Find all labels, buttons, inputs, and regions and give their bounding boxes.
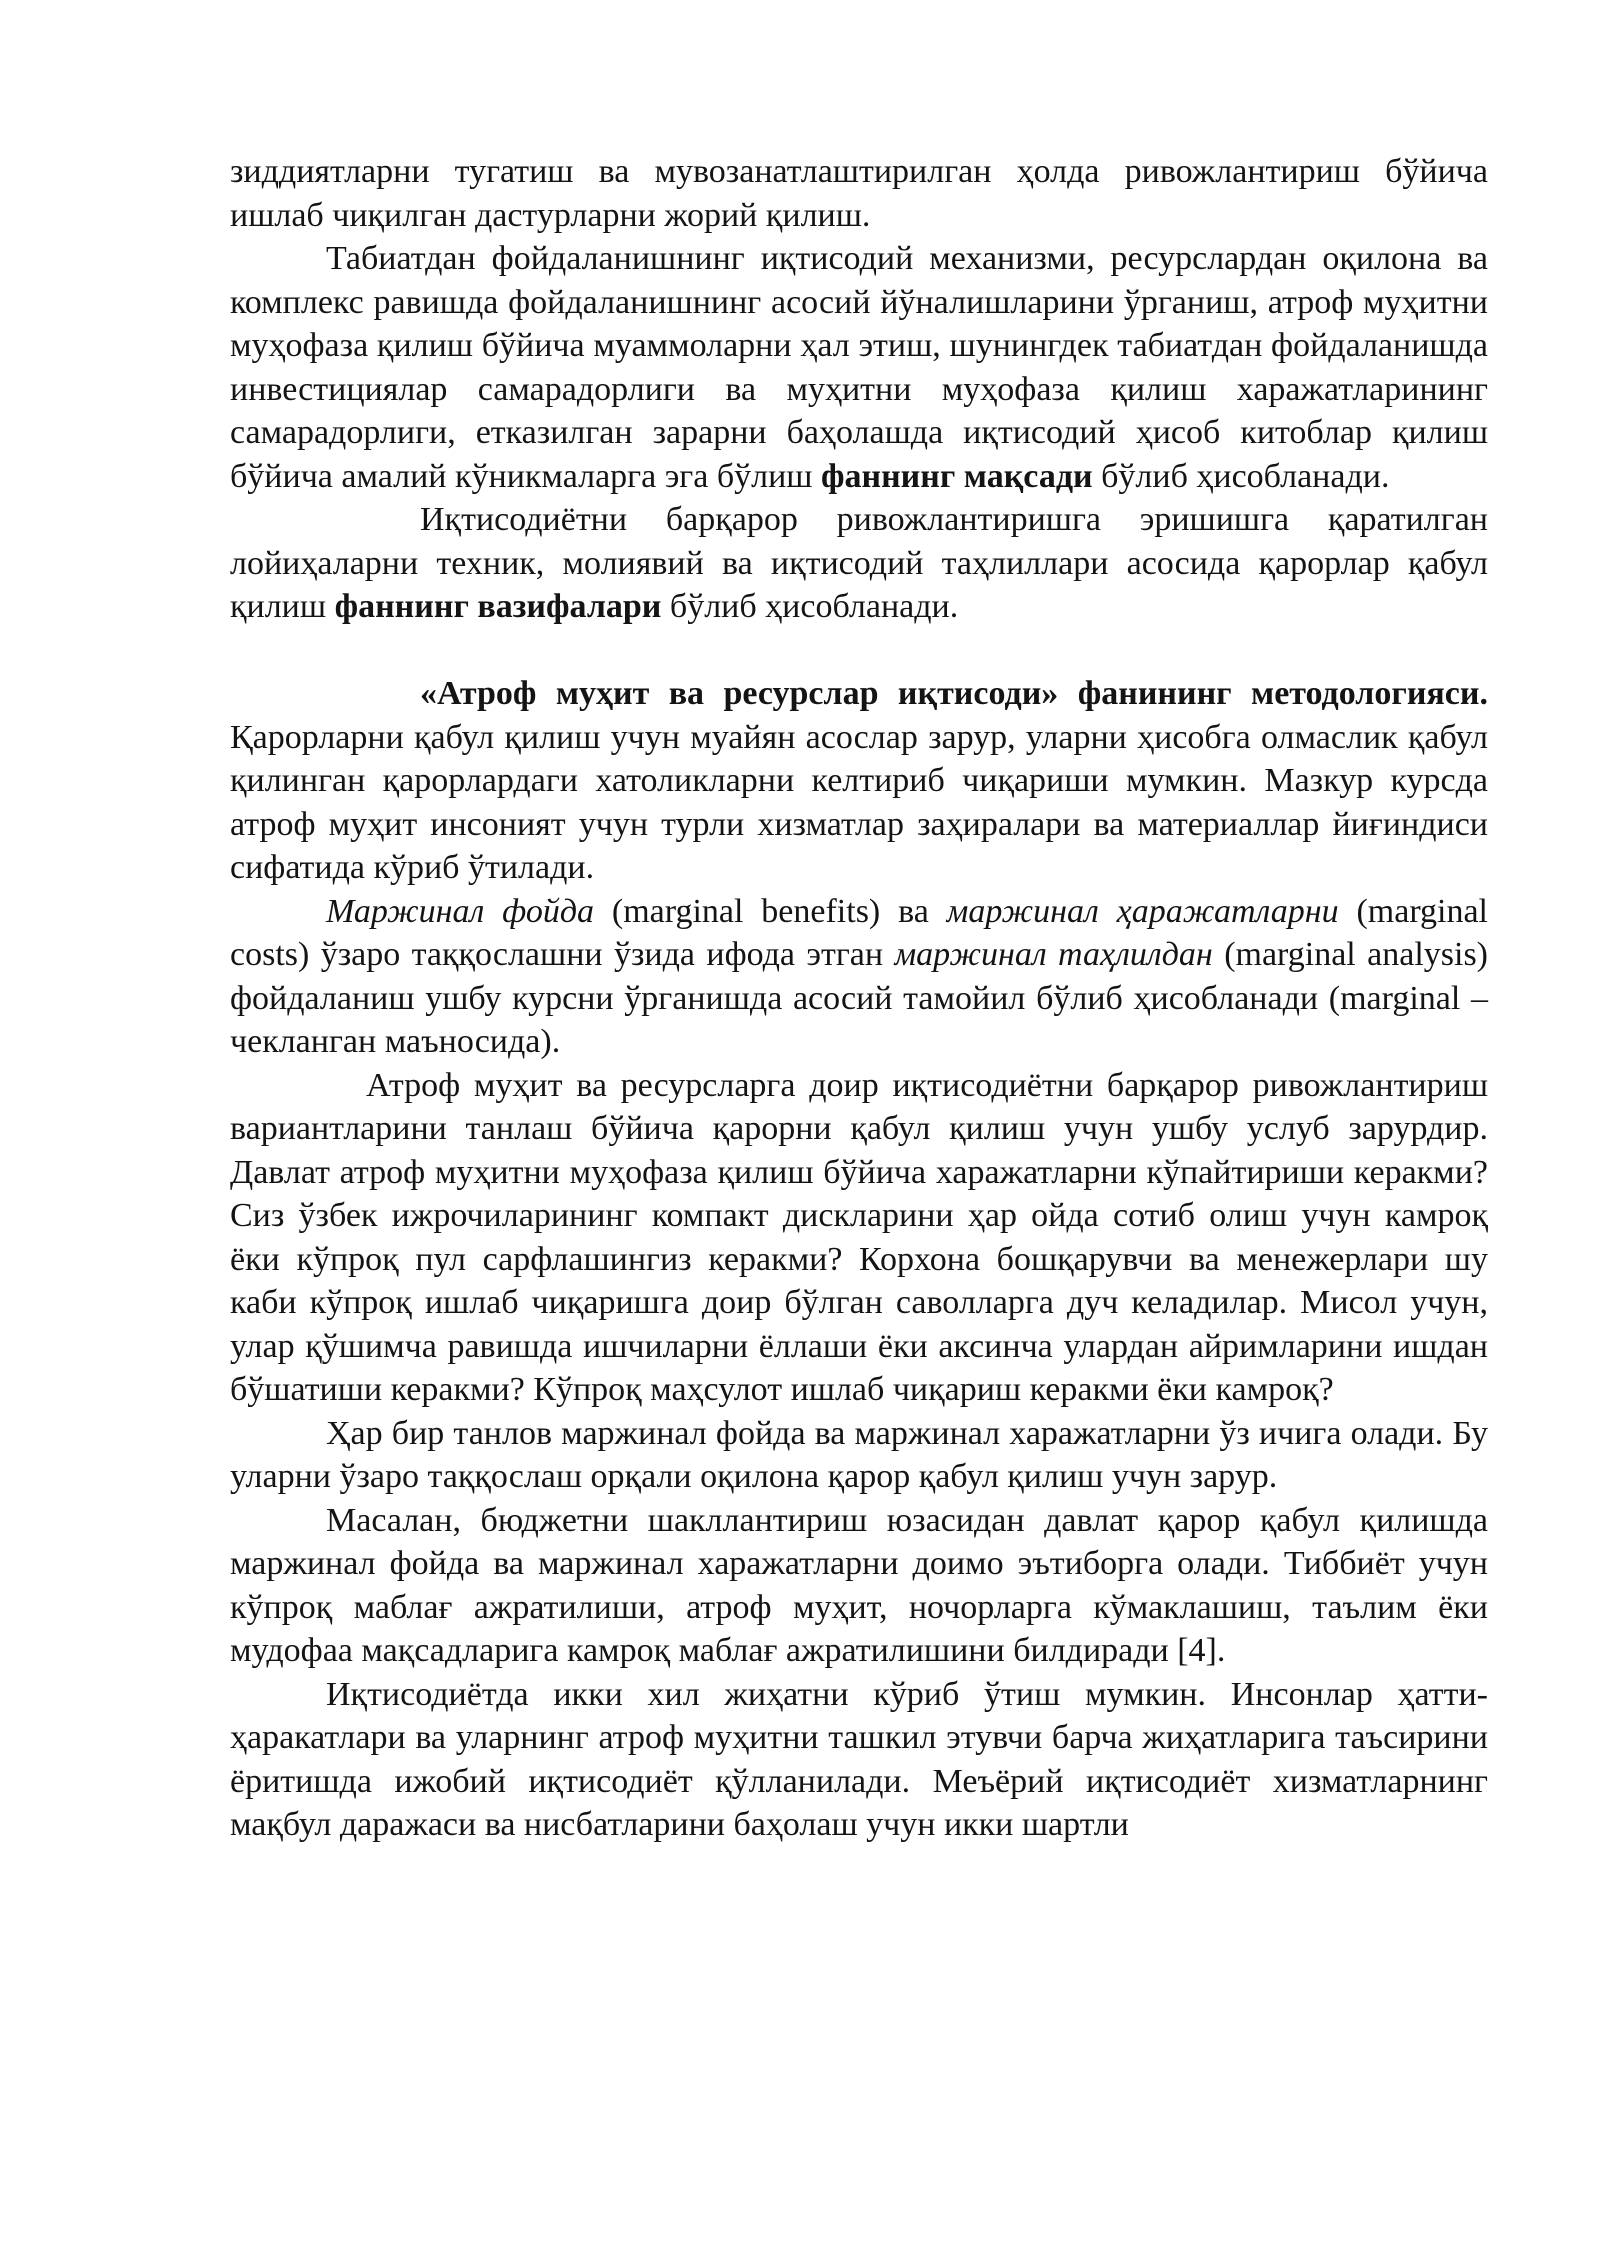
bold-term-tasks: фаннинг вазифалари [334, 588, 662, 625]
paragraph-text: Атроф муҳит ва ресурсларга доир иқтисодиётни барқарор ривожлантириш вариантларини танлаш бўйича қарорни қабул қилиш учун ушбу услуб зарурдир. Давлат атроф муҳитни муҳофаза қилиш бўйича харажатларни кўпайтириши керакми? Сиз ўзбек ижрочиларининг компакт дискларини ҳар ойда сотиб олиш учун камроқ ёки кўпроқ пул сарфлашингиз керакми? Корхона бошқарувчи ва менежерлари шу каби кўпроқ ишлаб чиқаришга доир бўлган саволларга дуч келадилар. Мисол учун, улар қўшимча равишда ишчиларни ёллаши ёки аксинча улардан айримларини ишдан бўшатиши керакми? Кўпроқ маҳсулот ишлаб чиқариш керакми ёки камроқ? [230, 1066, 1488, 1408]
italic-term-marginal-costs: маржинал ҳаражатларни [946, 892, 1339, 930]
paragraph-marginal [230, 890, 1488, 1064]
paragraph-text: (marginal costs) ўзаро таққослашни ўзида ифода этган [230, 892, 1489, 973]
paragraph-choice [230, 1412, 1488, 1499]
paragraph-text: зиддиятларни тугатиш ва мувозанатлаштирилган ҳолда ривожлантириш бўйича ишлаб чиқилган дастурларни жорий қилиш. [230, 153, 1488, 234]
italic-term-marginal-analysis: маржинал таҳлилдан [894, 936, 1213, 973]
paragraph-economics-aspects [230, 1673, 1488, 1847]
italic-term-marginal-benefit: Маржинал фойда [326, 892, 595, 930]
bold-term-goal: фаннинг мақсади [820, 457, 1093, 495]
paragraph-budget-example [230, 1499, 1488, 1673]
paragraph-text: (marginal benefits) ва [594, 892, 947, 930]
paragraph-text: (marginal analysis) фойдаланиш ушбу курсни ўрганишда асосий тамойил бўлиб ҳисобланади (marginal – чекланган маъносида). [230, 936, 1488, 1060]
paragraph-continuation [230, 150, 1488, 237]
paragraph-text: бўлиб ҳисобланади. [1092, 457, 1390, 495]
paragraph-text: Масалан, бюджетни шакллантириш юзасидан давлат қарор қабул қилишда маржинал фойда ва маржинал харажатларни доимо эътиборга олади. Тиббиёт учун кўпроқ маблағ ажратилиши, атроф муҳит, ночорларга кўмаклашиш, таълим ёки мудофаа мақсадларига камроқ маблағ ажратилишини билдиради [4]. [230, 1501, 1488, 1669]
paragraph-methodology [230, 672, 1488, 890]
paragraph-text: бўлиб ҳисобланади. [661, 588, 959, 625]
blank-line [230, 629, 1488, 673]
paragraph-text: Иқтисодиётни барқарор ривожлантиришга эришишга қаратилган лойиҳаларни техник, молиявий ва иқтисодий таҳлиллари асосида қарорлар қабул қилиш [230, 501, 1488, 625]
section-heading-methodology: «Атроф муҳит ва ресурслар иқтисоди» фанининг методологияси. [420, 675, 1488, 712]
paragraph-tasks [230, 498, 1488, 629]
paragraph-goal [230, 237, 1488, 498]
paragraph-text: Қарорларни қабул қилиш учун муайян асослар зарур, уларни ҳисобга олмаслик қабул қилинган қарорлардаги хатоликларни келтириб чиқариши мумкин. Мазкур курсда атроф муҳит инсоният учун турли хизматлар заҳиралари ва материаллар йиғиндиси сифатида кўриб ўтилади. [230, 718, 1488, 886]
paragraph-text: Иқтисодиётда икки хил жиҳатни кўриб ўтиш мумкин. Инсонлар ҳатти-ҳаракатлари ва уларнинг атроф муҳитни ташкил этувчи барча жиҳатларига таъсирини ёритишда ижобий иқтисодиёт қўлланилади. Меъёрий иқтисодиёт хизматларнинг мақбул даражаси ва нисбатларини баҳолаш учун икки шартли [230, 1675, 1488, 1843]
paragraph-method-questions [230, 1064, 1488, 1412]
document-page [230, 150, 1488, 1847]
paragraph-text: Ҳар бир танлов маржинал фойда ва маржинал харажатларни ўз ичига олади. Бу уларни ўзаро таққослаш орқали оқилона қарор қабул қилиш учун зарур. [230, 1414, 1488, 1495]
paragraph-text: Табиатдан фойдаланишнинг иқтисодий механизми, ресурслардан оқилона ва комплекс равишда фойдаланишнинг асосий йўналишларини ўрганиш, атроф муҳитни муҳофаза қилиш бўйича муаммоларни ҳал этиш, шунингдек табиатдан фойдаланишда инвестициялар самарадорлиги ва муҳитни муҳофаза қилиш харажатларининг самарадорлиги, етказилган зарарни баҳолашда иқтисодий ҳисоб китоблар қилиш бўйича амалий кўникмаларга эга бўлиш [230, 240, 1488, 495]
